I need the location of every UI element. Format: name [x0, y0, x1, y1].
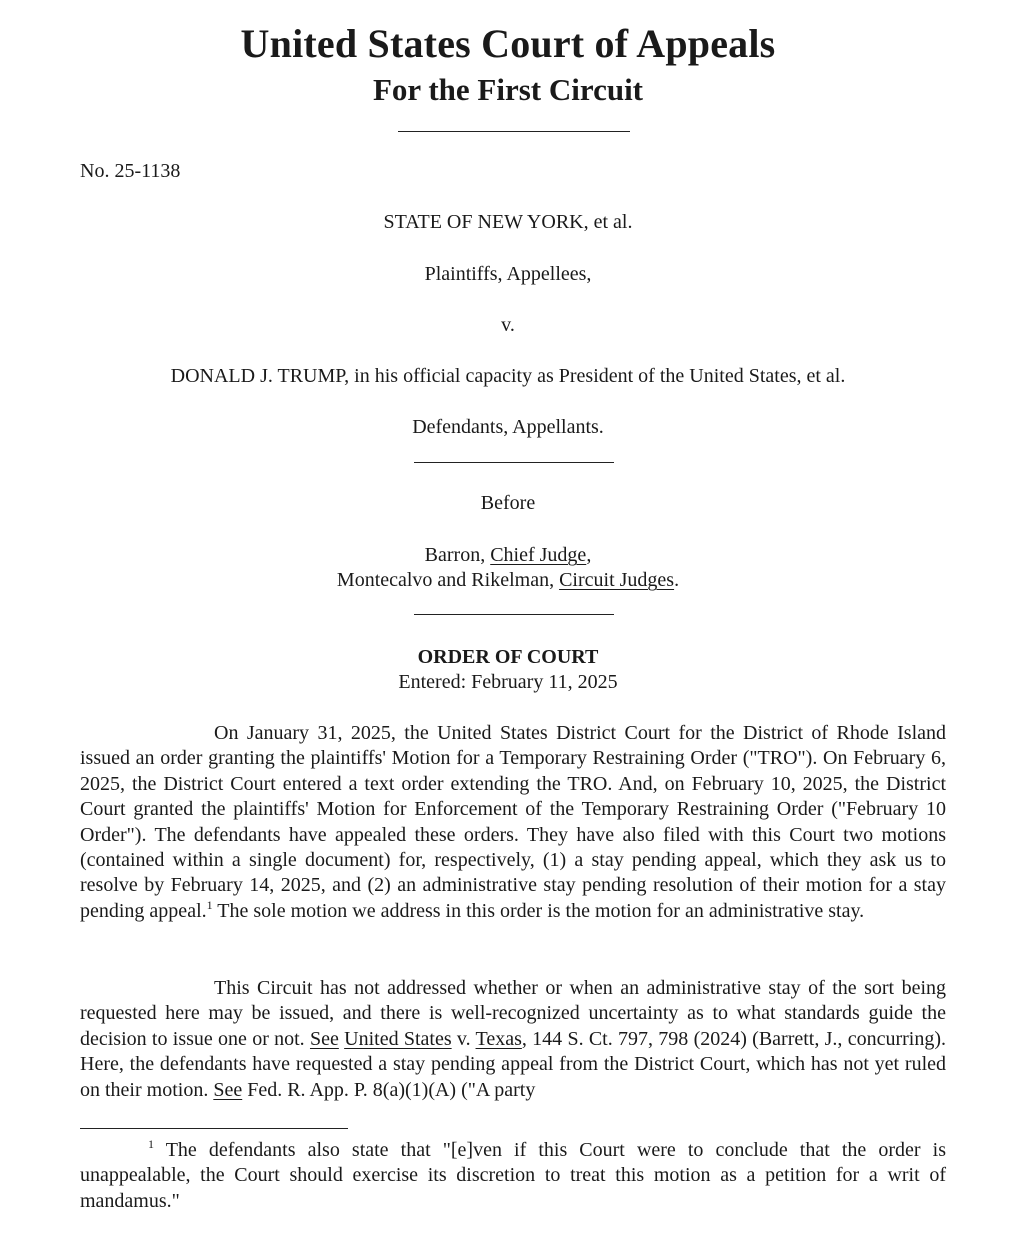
- paragraph-2-text-end: Fed. R. App. P. 8(a)(1)(A) ("A party: [242, 1078, 536, 1101]
- case-versus: v.: [451, 1027, 476, 1050]
- footnote-1: [80, 1138, 946, 1214]
- case-name-texas: Texas: [475, 1027, 522, 1050]
- chief-judge-punct: ,: [586, 544, 592, 566]
- defendant-name: DONALD J. TRUMP, in his official capacity as President of the United States, et al.: [170, 365, 846, 387]
- circuit-judges-punct: .: [674, 569, 680, 591]
- circuit-judges-names: Montecalvo and Rikelman,: [336, 569, 560, 591]
- circuit-judges-title: Circuit Judges: [559, 569, 675, 591]
- chief-judge-name: Barron,: [424, 544, 491, 566]
- caption-divider: [414, 462, 614, 463]
- citation-signal-see-2: See: [213, 1078, 243, 1101]
- order-paragraph-1: [80, 721, 946, 924]
- court-name: United States Court of Appeals: [240, 21, 776, 66]
- citation-signal-see: See: [309, 1027, 339, 1050]
- docket-number: No. 25-1138: [80, 160, 181, 182]
- paragraph-1-text: On January 31, 2025, the United States District Court for the District of Rhode Island issued an order granting the plaintiffs' Motion for a Temporary Restraining Order ("TRO"). On February 6, 2025, the District Court entered a text order extending the TRO. And, on February 10, 2025, the District Court granted the plaintiffs' Motion for Enforcement of the Temporary Restraining Order ("February 10 Order"). The defendants have appealed these orders. They have also filed with this Court two motions (contained within a single document) for, respectively, (1) a stay pending appeal, which they ask us to resolve by February 14, 2025, and (2) an administrative stay pending resolution of their motion for a stay pending appeal.: [80, 722, 946, 922]
- order-title: ORDER OF COURT: [417, 646, 599, 668]
- defendant-role: Defendants, Appellants.: [412, 416, 604, 438]
- footnote-reference[interactable]: 1: [206, 897, 213, 912]
- paragraph-2-text: This Circuit has not addressed whether or when an administrative stay of the sort being requested here may be issued, and there is well-recognized uncertainty as to what standards guide the decision to issue one or not.: [80, 977, 946, 1050]
- paragraph-1-text-end: The sole motion we address in this order is the motion for an administrative stay.: [212, 899, 865, 922]
- panel-divider: [414, 614, 614, 615]
- circuit-name: For the First Circuit: [372, 72, 644, 107]
- plaintiff-role: Plaintiffs, Appellees,: [424, 263, 592, 285]
- footnote-text: The defendants also state that "[e]ven if this Court were to conclude that the order is unappealable, the Court should exercise its discretion to treat this motion as a petition for a writ of mandamus.": [80, 1139, 946, 1212]
- plaintiff-name: STATE OF NEW YORK, et al.: [383, 211, 633, 233]
- entered-date: Entered: February 11, 2025: [398, 671, 618, 693]
- versus: v.: [501, 314, 515, 336]
- chief-judge-title: Chief Judge: [490, 544, 587, 566]
- header-divider: [398, 131, 630, 132]
- chief-judge-line: [0, 542, 1016, 568]
- before-label: Before: [480, 492, 536, 514]
- footnote-divider: [80, 1128, 348, 1129]
- footnote-number: 1: [148, 1137, 154, 1151]
- case-name-united-states: United States: [344, 1027, 452, 1050]
- paragraph-2-text-middle: , 144 S. Ct. 797, 798 (2024) (Barrett, J., concurring). Here, the defendants have requested a stay pending appeal from the District Court, which has not yet ruled on their motion.: [80, 1027, 946, 1101]
- order-paragraph-2: [80, 976, 946, 1103]
- circuit-judges-line: [0, 567, 1016, 593]
